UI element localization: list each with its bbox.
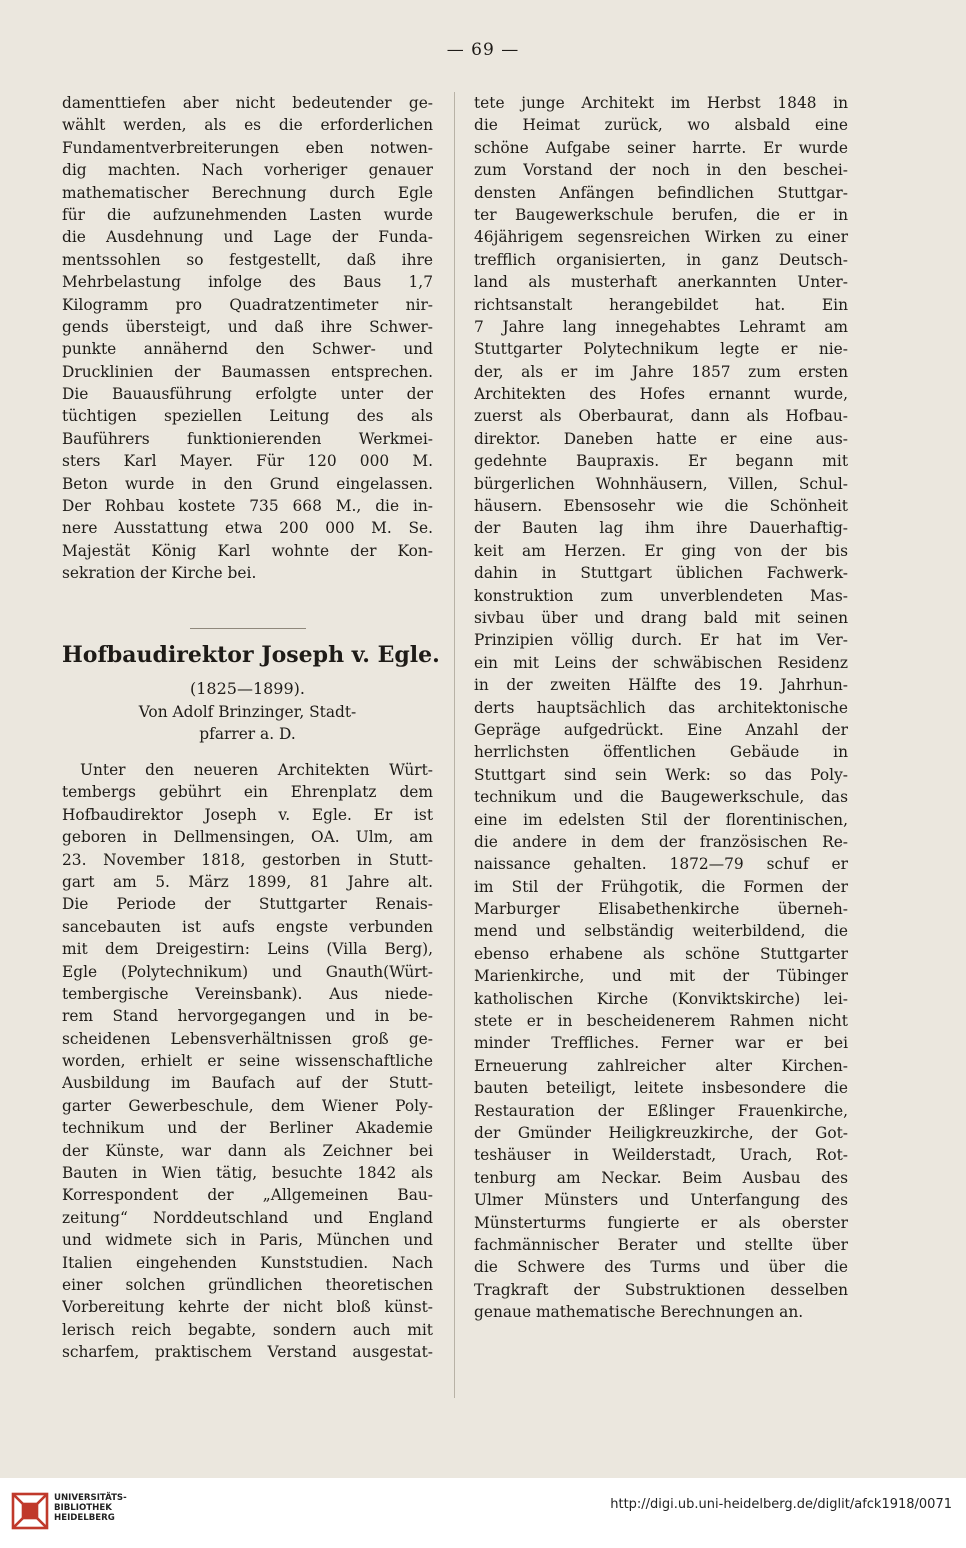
- text-line: sekration der Kirche bei.: [62, 564, 257, 583]
- text-line: nere Ausstattung etwa 200 000 M. Se.: [62, 519, 433, 538]
- text-line: Korrespondent der „Allgemeinen Bau-: [62, 1186, 433, 1205]
- text-line: technikum und die Baugewerkschule, das: [474, 788, 848, 807]
- text-line: lerisch reich begabte, sondern auch mit: [62, 1320, 433, 1339]
- text-line: Erneuerung zahlreicher alter Kirchen-: [474, 1056, 848, 1075]
- text-line: ein mit Leins der schwäbischen Residenz: [474, 653, 848, 672]
- text-line: der Künste, war dann als Zeichner bei: [62, 1141, 433, 1160]
- page-number: — 69 —: [446, 40, 520, 60]
- text-line: ebenso erhabene als schöne Stuttgarter: [474, 944, 848, 963]
- text-line: konstruktion zum unverblendeten Mas-: [474, 586, 848, 605]
- text-line: Prinzipien völlig durch. Er hat im Ver-: [474, 631, 848, 650]
- text-line: Stuttgarter Polytechnikum legte er nie-: [474, 340, 848, 359]
- text-line: Die Bauausführung erfolgte unter der: [62, 385, 433, 404]
- left-column-article-text: [62, 759, 433, 1364]
- text-line: Tragkraft der Substruktionen desselben: [474, 1280, 848, 1299]
- text-line: Marburger Elisabethenkirche überneh-: [474, 900, 848, 919]
- text-line: Marienkirche, und mit der Tübinger: [474, 967, 848, 986]
- text-line: bauten beteiligt, leitete insbesondere die: [474, 1079, 848, 1098]
- text-line: 23. November 1818, gestorben in Stutt-: [62, 850, 433, 869]
- text-line: richtsanstalt herangebildet hat. Ein: [474, 295, 848, 314]
- text-line: Münsterturms fungierte er als oberster: [474, 1213, 848, 1232]
- text-line: die Schwere des Turms und über die: [474, 1258, 848, 1277]
- text-line: rem Stand hervorgegangen und in be-: [62, 1007, 433, 1026]
- author-line: Von Adolf Brinzinger, Stadt-: [138, 703, 357, 721]
- text-line: für die aufzunehmenden Lasten wurde: [62, 205, 433, 224]
- right-column-text: [474, 92, 848, 1323]
- left-column-top-text: [62, 92, 433, 585]
- text-line: stete er in bescheidenerem Rahmen nicht: [474, 1012, 848, 1031]
- text-line: gart am 5. März 1899, 81 Jahre alt.: [62, 872, 433, 891]
- text-line: direktor. Daneben hatte er eine aus-: [474, 429, 848, 448]
- text-line: tüchtigen speziellen Leitung des als: [62, 407, 433, 426]
- text-line: 7 Jahre lang innegehabtes Lehramt am: [474, 317, 848, 336]
- text-line: herrlichsten öffentlichen Gebäude in: [474, 743, 848, 762]
- article-heading: Hofbaudirektor Joseph v. Egle.: [62, 642, 440, 668]
- text-line: land als musterhaft anerkannten Unter-: [474, 273, 848, 292]
- text-line: mit dem Dreigestirn: Leins (Villa Berg),: [62, 940, 433, 959]
- library-name: [54, 1493, 127, 1524]
- text-line: ter Baugewerkschule berufen, die er in: [474, 205, 848, 224]
- text-line: genaue mathematische Berechnungen an.: [474, 1303, 804, 1322]
- text-line: Egle (Polytechnikum) und Gnauth(Würt-: [62, 962, 433, 981]
- text-line: Drucklinien der Baumassen entsprechen.: [62, 362, 433, 381]
- text-line: worden, erhielt er seine wissenschaftliche: [62, 1052, 433, 1071]
- text-line: keit am Herzen. Er ging von der bis: [474, 541, 848, 560]
- text-line: eine im edelsten Stil der florentinischen,: [474, 810, 848, 829]
- text-line: dahin in Stuttgart üblichen Fachwerk-: [474, 564, 848, 583]
- text-line: die Ausdehnung und Lage der Funda-: [62, 228, 433, 247]
- text-line: Mehrbelastung infolge des Baus 1,7: [62, 273, 433, 292]
- section-divider-rule: [190, 628, 306, 629]
- article-dates: (1825—1899).: [189, 679, 305, 698]
- text-line: Ausbildung im Baufach auf der Stutt-: [62, 1074, 433, 1093]
- text-line: wählt werden, als es die erforderlichen: [62, 116, 433, 135]
- text-line: Beton wurde in den Grund eingelassen.: [62, 474, 433, 493]
- text-line: gedehnte Baupraxis. Er begann mit: [474, 452, 848, 471]
- library-name-line: HEIDELBERG: [54, 1513, 115, 1524]
- text-line: und widmete sich in Paris, München und: [62, 1231, 433, 1250]
- text-line: sancebauten ist aufs engste verbunden: [62, 917, 433, 936]
- text-line: bürgerlichen Wohnhäusern, Villen, Schul-: [474, 474, 848, 493]
- text-line: Ulmer Münsters und Unterfangung des: [474, 1191, 848, 1210]
- text-line: dig machten. Nach vorheriger genauer: [62, 161, 433, 180]
- text-line: der Bauten lag ihm ihre Dauerhaftig-: [474, 519, 848, 538]
- text-line: sivbau über und drang bald mit seinen: [474, 608, 848, 627]
- text-line: tenburg am Neckar. Beim Ausbau des: [474, 1168, 848, 1187]
- text-line: in der zweiten Hälfte des 19. Jahrhun-: [474, 676, 848, 695]
- library-name-line: UNIVERSITÄTS-: [54, 1493, 127, 1503]
- text-line: mentssohlen so festgestellt, daß ihre: [62, 250, 433, 269]
- text-line: Majestät König Karl wohnte der Kon-: [62, 541, 433, 560]
- text-line: schöne Aufgabe seiner harrte. Er wurde: [474, 138, 848, 157]
- text-line: densten Anfängen befindlichen Stuttgar-: [474, 183, 848, 202]
- text-line: die Heimat zurück, wo alsbald eine: [474, 116, 848, 135]
- text-line: tembergische Vereinsbank). Aus niede-: [62, 984, 433, 1003]
- text-line: trefflich organisierten, in ganz Deutsch-: [474, 250, 848, 269]
- text-line: 46jährigem segensreichen Wirken zu einer: [474, 228, 848, 247]
- text-line: katholischen Kirche (Konviktskirche) lei-: [474, 989, 848, 1008]
- text-line: tete junge Architekt im Herbst 1848 in: [474, 94, 848, 112]
- text-line: tembergs gebührt ein Ehrenplatz dem: [62, 783, 433, 802]
- text-line: Unter den neueren Architekten Würt-: [80, 761, 433, 779]
- text-line: naissance gehalten. 1872—79 schuf er: [474, 855, 848, 874]
- text-line: Stuttgart sind sein Werk: so das Poly-: [474, 765, 848, 784]
- text-line: Architekten des Hofes ernannt wurde,: [474, 385, 848, 404]
- library-name-line: BIBLIOTHEK: [54, 1503, 112, 1514]
- text-line: Gepräge aufgedrückt. Eine Anzahl der: [474, 720, 848, 739]
- text-line: der, als er im Jahre 1857 zum ersten: [474, 362, 848, 381]
- author-byline: [62, 701, 433, 746]
- text-line: fachmännischer Berater und stellte über: [474, 1235, 848, 1254]
- text-line: zum Vorstand der noch in den beschei-: [474, 161, 848, 180]
- text-line: garter Gewerbeschule, dem Wiener Poly-: [62, 1096, 433, 1115]
- text-line: punkte annähernd den Schwer- und: [62, 340, 433, 359]
- text-line: Die Periode der Stuttgarter Renais-: [62, 895, 433, 914]
- text-line: Italien eingehenden Kunststudien. Nach: [62, 1253, 433, 1272]
- text-line: Bauten in Wien tätig, besuchte 1842 als: [62, 1164, 433, 1183]
- text-line: Der Rohbau kostete 735 668 M., die in-: [62, 497, 433, 516]
- column-divider: [454, 92, 455, 1398]
- text-line: die andere in dem der französischen Re-: [474, 832, 848, 851]
- text-line: damenttiefen aber nicht bedeutender ge-: [62, 94, 433, 112]
- text-line: scharfem, praktischem Verstand ausgestat-: [62, 1343, 433, 1362]
- text-line: minder Treffliches. Ferner war er bei: [474, 1034, 848, 1053]
- text-line: sters Karl Mayer. Für 120 000 M.: [62, 452, 433, 471]
- text-line: Fundamentverbreiterungen eben notwen-: [62, 138, 433, 157]
- text-line: scheidenen Lebensverhältnissen groß ge-: [62, 1029, 433, 1048]
- text-line: Vorbereitung kehrte der nicht bloß künst-: [62, 1298, 433, 1317]
- text-line: mend und selbständig weiterbildend, die: [474, 922, 848, 941]
- text-line: Hofbaudirektor Joseph v. Egle. Er ist: [62, 805, 433, 824]
- text-line: derts hauptsächlich das architektonische: [474, 698, 848, 717]
- text-line: zeitung“ Norddeutschland und England: [62, 1208, 433, 1227]
- text-line: technikum und der Berliner Akademie: [62, 1119, 433, 1138]
- text-line: gends übersteigt, und daß ihre Schwer-: [62, 317, 433, 336]
- text-line: einer solchen gründlichen theoretischen: [62, 1275, 433, 1294]
- text-line: der Gmünder Heiligkreuzkirche, der Got-: [474, 1123, 848, 1142]
- text-line: im Stil der Frühgotik, die Formen der: [474, 877, 848, 896]
- text-line: geboren in Dellmensingen, OA. Ulm, am: [62, 828, 433, 847]
- text-line: mathematischer Berechnung durch Egle: [62, 183, 433, 202]
- text-line: häusern. Ebensosehr wie die Schönheit: [474, 497, 848, 516]
- source-url-link[interactable]: http://digi.ub.uni-heidelberg.de/diglit/afck1918/0071: [610, 1497, 952, 1512]
- text-line: Kilogramm pro Quadratzentimeter nir-: [62, 295, 433, 314]
- text-line: Bauführers funktionierenden Werkmei-: [62, 429, 433, 448]
- text-line: zuerst als Oberbaurat, dann als Hofbau-: [474, 407, 848, 426]
- author-line: pfarrer a. D.: [199, 725, 296, 744]
- text-line: Restauration der Eßlinger Frauenkirche,: [474, 1101, 848, 1120]
- text-line: teshäuser in Weilderstadt, Urach, Rot-: [474, 1146, 848, 1165]
